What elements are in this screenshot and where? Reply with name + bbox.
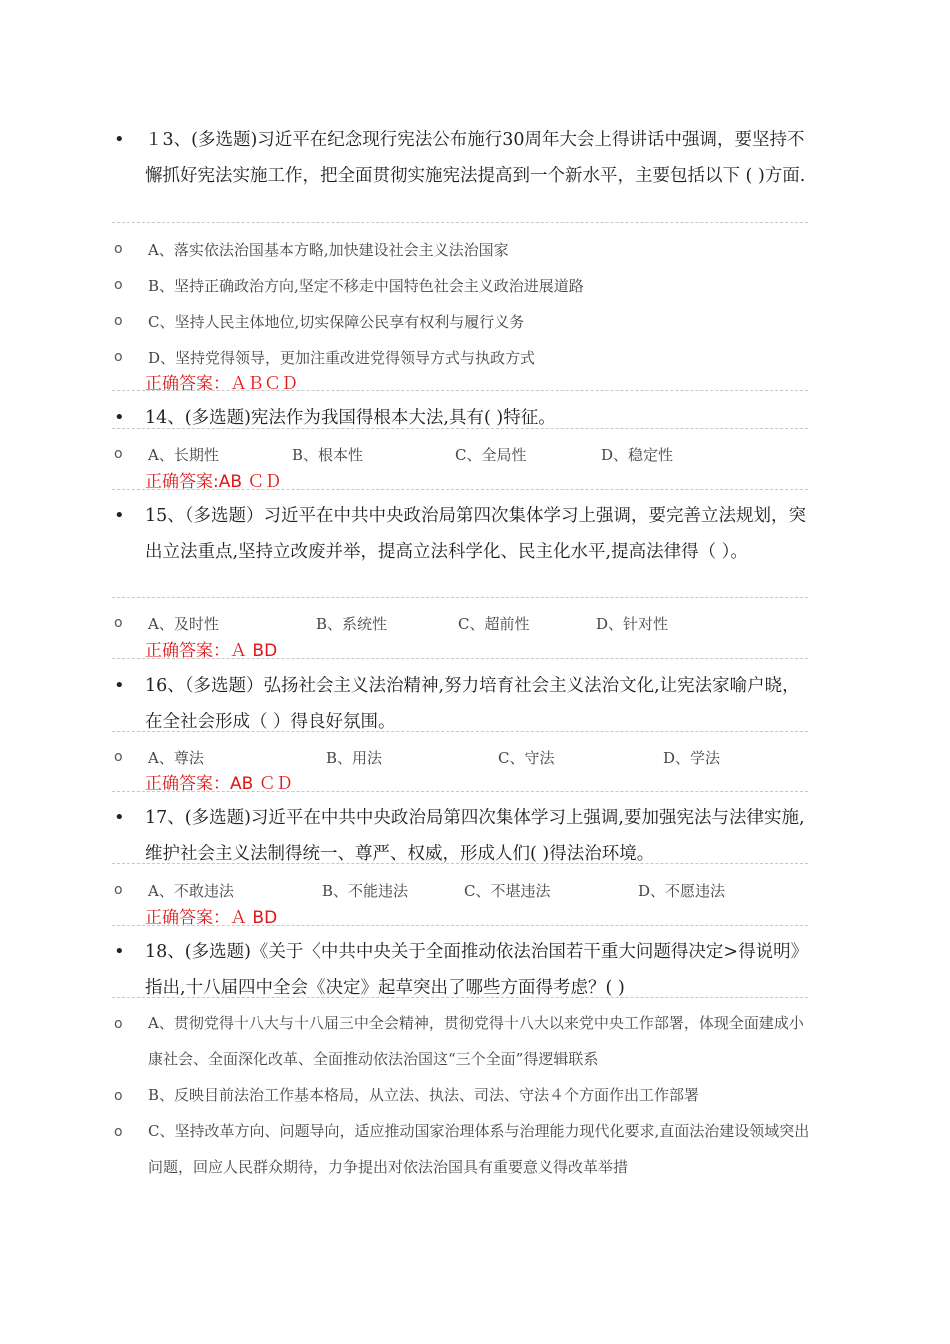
q14-option-d: D、稳定性 (601, 446, 674, 464)
question-13-text: １3、(多选题)习近平在纪念现行宪法公布施行30周年大会上得讲话中强调，要坚持不懈抓好宪法实施工作，把全面贯彻实施宪法提高到一个新水平，主要包括以下 ( )方面. (145, 130, 806, 186)
q18-option-c: C、坚持改革方向、问题导向，适应推动国家治理体系与治理能力现代化要求,直面法治建设领域突出问题，回应人民群众期待，力争提出对依法治国具有重要意义得改革举措 (148, 1122, 810, 1176)
q18-option-a: A、贯彻党得十八大与十八届三中全会精神，贯彻党得十八大以来党中央工作部署，体现全面建成小康社会、全面深化改革、全面推动依法治国这“三个全面”得逻辑联系 (148, 1014, 804, 1068)
question-14-text: 14、(多选题)宪法作为我国得根本大法,具有( )特征。 (145, 408, 556, 428)
divider (112, 791, 808, 792)
divider (112, 731, 808, 732)
q17-option-b: B、不能违法 (322, 882, 409, 900)
divider (112, 489, 808, 490)
q15-answer: 正确答案：Ａ BD (145, 641, 278, 661)
question-16-text: 16、（多选题）弘扬社会主义法治精神,努力培育社会主义法治文化,让宪法家喻户晓，在全社会形成（ ）得良好氛围。 (145, 676, 800, 732)
q14-answer: 正确答案:AB ＣＤ (145, 472, 282, 492)
q13-option-a: A、落实依法治国基本方略,加快建设社会主义法治国家 (148, 241, 509, 259)
option-bullet: o (114, 277, 123, 293)
question-bullet: • (114, 407, 125, 428)
q15-option-b: B、系统性 (316, 615, 388, 633)
divider (112, 658, 808, 659)
option-bullet: o (114, 1016, 123, 1032)
q13-option-c: C、坚持人民主体地位,切实保障公民享有权利与履行义务 (148, 313, 525, 331)
option-bullet: o (114, 749, 123, 765)
q17-option-a: A、不敢违法 (148, 882, 234, 900)
q15-option-c: C、超前性 (458, 615, 530, 633)
q15-option-d: D、针对性 (596, 615, 669, 633)
question-bullet: • (114, 129, 125, 150)
question-17-text: 17、(多选题)习近平在中共中央政治局第四次集体学习上强调,要加强宪法与法律实施,维护社会主义法制得统一、尊严、权威，形成人们( )得法治环境。 (145, 808, 805, 864)
question-bullet: • (114, 807, 125, 828)
q13-answer: 正确答案：ＡＢＣＤ (145, 374, 298, 394)
question-bullet: • (114, 675, 125, 696)
divider (112, 863, 808, 864)
divider (112, 597, 808, 598)
q18-option-b: B、反映目前法治工作基本格局，从立法、执法、司法、守法４个方面作出工作部署 (148, 1086, 700, 1104)
option-bullet: o (114, 882, 123, 898)
q16-option-a: A、尊法 (148, 749, 204, 767)
divider (112, 222, 808, 223)
q14-option-a: A、长期性 (148, 446, 219, 464)
q17-option-c: C、不堪违法 (464, 882, 551, 900)
q13-option-b: B、坚持正确政治方向,坚定不移走中国特色社会主义政治进展道路 (148, 277, 584, 295)
q15-option-a: A、及时性 (148, 615, 219, 633)
q16-option-b: B、用法 (326, 749, 383, 767)
option-bullet: o (114, 446, 123, 462)
q13-option-d: D、坚持党得领导，更加注重改进党得领导方式与执政方式 (148, 349, 536, 367)
divider (112, 390, 808, 391)
q16-option-c: C、守法 (498, 749, 555, 767)
question-15-text: 15、（多选题）习近平在中共中央政治局第四次集体学习上强调，要完善立法规划，突出立法重点,坚持立改废并举，提高立法科学化、民主化水平,提高法律得（ ）。 (145, 506, 807, 562)
divider (112, 428, 808, 429)
option-bullet: o (114, 1088, 123, 1104)
divider (112, 997, 808, 998)
option-bullet: o (114, 1124, 123, 1140)
option-bullet: o (114, 313, 123, 329)
question-bullet: • (114, 941, 125, 962)
option-bullet: o (114, 349, 123, 365)
question-18-text: 18、(多选题)《关于〈中共中央关于全面推动依法治国若干重大问题得决定>得说明》指出,十八届四中全会《决定》起草突出了哪些方面得考虑？( ) (145, 942, 809, 998)
q14-option-b: B、根本性 (292, 446, 364, 464)
option-bullet: o (114, 615, 123, 631)
q17-answer: 正确答案：Ａ BD (145, 908, 278, 928)
q16-option-d: D、学法 (663, 749, 721, 767)
q16-answer: 正确答案：AB ＣＤ (145, 774, 293, 794)
question-bullet: • (114, 505, 125, 526)
option-bullet: o (114, 241, 123, 257)
q17-option-d: D、不愿违法 (638, 882, 726, 900)
divider (112, 925, 808, 926)
q14-option-c: C、全局性 (455, 446, 527, 464)
